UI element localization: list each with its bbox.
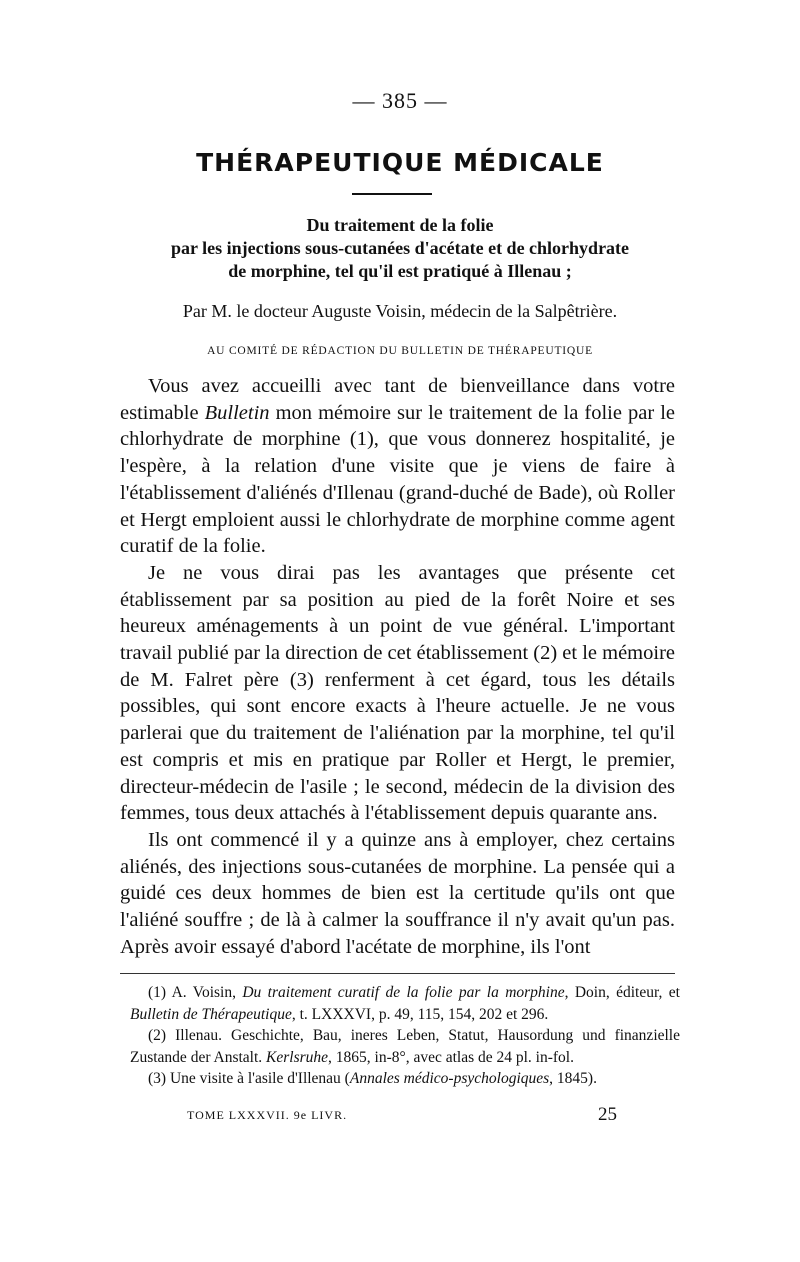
article-title-line: par les injections sous-cutanées d'acétate et de chlorhydrate (170, 238, 630, 258)
footnote: (2) Illenau. Geschichte, Bau, ineres Leben, Statut, Hausordung und finanzielle Zustande der Anstalt. Kerlsruhe, 1865, in-8°, avec atlas de 24 pl. in-fol. (130, 1027, 680, 1066)
paragraph: Je ne vous dirai pas les avantages que présente cet établissement par sa position au pied de la forêt Noire et ses heureux aménagements à un point de vue général. L'important travail publié par la direction de cet établissement (2) et le mémoire de M. Falret père (3) renferment à cet égard, tous les détails possibles, qui sont encore exacts à l'heure actuelle. Je ne vous parlerai que du traitement de l'aliénation par la morphine, tel qu'il est compris et mis en pratique par Roller et Hergt, le premier, directeur-médecin de l'asile ; le second, médecin de la division des femmes, tous deux attachés à l'établissement depuis quarante ans. (120, 561, 675, 825)
journal-name: Bulletin (204, 401, 270, 424)
footnotes (130, 982, 680, 1090)
paragraph: Ils ont commencé il y a quinze ans à employer, chez certains aliénés, des injections sous-cutanées de morphine. La pensée qui a guidé ces deux hommes de bien est la certitude qu'ils ont que l'aliéné souffre ; de là à calmer la souffrance il n'y avait qu'un pas. Après avoir essayé d'abord l'acétate de morphine, ils l'ont (120, 828, 675, 958)
page-number: — 385 — (352, 88, 448, 113)
article-title (110, 214, 690, 283)
body-text (120, 373, 675, 960)
article-title-line: Du traitement de la folie (306, 215, 494, 235)
address-line: AU COMITÉ DE RÉDACTION DU BULLETIN DE THÉRAPEUTIQUE (207, 345, 593, 357)
paragraph: Vous avez accueilli avec tant de bienveillance dans votre estimable Bulletin mon mémoire sur le traitement de la folie par le chlorhydrate de morphine (1), que vous donnerez hospitalité, je l'espère, à la relation d'une visite que je viens de faire à l'établissement d'aliénés d'Illenau (grand-duché de Bade), où Roller et Hergt emploient aussi le chlorhydrate de morphine comme agent curatif de la folie. (120, 375, 676, 558)
footnote: (1) A. Voisin, Du traitement curatif de la folie par la morphine, Doin, éditeur, et Bulletin de Thérapeutique, t. LXXXVI, p. 49, 115, 154, 202 et 296. (130, 984, 680, 1023)
signature-mark: 25 (598, 1104, 617, 1125)
footnote-rule (120, 973, 675, 974)
author-line: Par M. le docteur Auguste Voisin, médecin de la Salpêtrière. (182, 301, 618, 321)
page-footer (187, 1104, 647, 1125)
article-title-line: de morphine, tel qu'il est pratiqué à Illenau ; (228, 261, 572, 281)
section-title: THÉRAPEUTIQUE MÉDICALE (196, 148, 604, 177)
volume-mark: TOME LXXXVII. 9e LIVR. (187, 1108, 348, 1122)
footnote: (3) Une visite à l'asile d'Illenau (Annales médico-psychologiques, 1845). (148, 1070, 597, 1087)
title-rule (352, 193, 432, 195)
